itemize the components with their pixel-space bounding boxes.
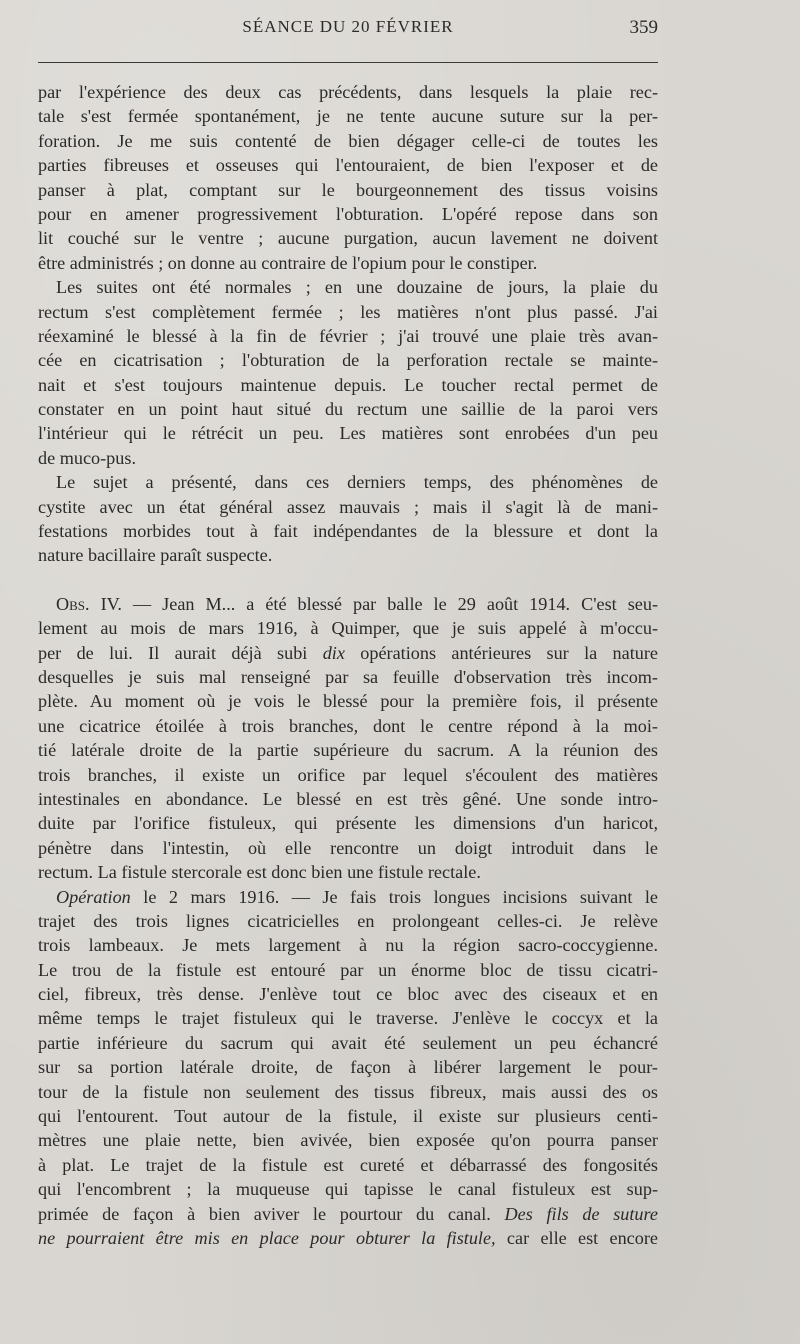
text-line: même temps le trajet fistuleux qui le traverse. J'enlève le coccyx et la bbox=[38, 1008, 658, 1029]
text-line: tié latérale droite de la partie supérieure du sacrum. A la réunion des bbox=[38, 740, 658, 761]
page-number: 359 bbox=[629, 17, 658, 38]
text-line bbox=[38, 1226, 658, 1250]
text-line: trajet des trois lignes cicatricielles en prolongeant celles-ci. Je relève bbox=[38, 910, 658, 931]
text-span: le 2 mars 1916. — Je fais trois longues incisions suivant le bbox=[130, 886, 658, 907]
text-line: qui l'entourent. Tout autour de la fistule, il existe sur plusieurs centi- bbox=[38, 1106, 658, 1127]
observation-iv bbox=[38, 592, 658, 885]
text-line: de muco-pus. bbox=[38, 447, 136, 468]
text-line: intestinales en abondance. Le blessé en est très gêné. Une sonde intro- bbox=[38, 788, 658, 809]
text-line: rectum. La fistule stercorale est donc bien une fistule rectale. bbox=[38, 862, 481, 883]
text-line: lit couché sur le ventre ; aucune purgation, aucun lavement ne doivent bbox=[38, 228, 658, 249]
text-span: — Jean M... a été blessé par balle le 29 août 1914. C'est seu- bbox=[132, 593, 658, 614]
observation-label: Obs. IV. bbox=[56, 593, 122, 614]
text-line: panser à plat, comptant sur le bourgeonnement des tissus voisins bbox=[38, 179, 658, 200]
text-line: Le trou de la fistule est entouré par un énorme bloc de tissu cicatri- bbox=[38, 959, 658, 980]
text-line: qui l'encombrent ; la muqueuse qui tapisse le canal fistuleux est sup- bbox=[38, 1179, 658, 1200]
page-header bbox=[38, 17, 658, 47]
text-line: Le sujet a présenté, dans ces derniers temps, des phénomènes de bbox=[56, 472, 658, 493]
running-head: SÉANCE DU 20 FÉVRIER bbox=[242, 17, 454, 36]
text-line: plète. Au moment où je vois le blessé pour la première fois, il présente bbox=[38, 691, 658, 712]
text-line bbox=[38, 1202, 658, 1226]
text-line: cée en cicatrisation ; l'obturation de la perforation rectale se mainte- bbox=[38, 350, 658, 371]
text-line: nait et s'est toujours maintenue depuis. Le toucher rectal permet de bbox=[38, 374, 658, 395]
text-line: cystite avec un état général assez mauvais ; mais il s'agit là de mani- bbox=[38, 496, 658, 517]
text-line: ciel, fibreux, très dense. J'enlève tout ce bloc avec des ciseaux et en bbox=[38, 984, 658, 1005]
operation-label: Opération bbox=[56, 886, 131, 907]
paragraph-suites bbox=[38, 275, 658, 470]
italic-span: ne pourraient être mis en place pour obturer la fistule, bbox=[38, 1227, 496, 1248]
text-line: à plat. Le trajet de la fistule est cureté et débarrassé des fongosités bbox=[38, 1154, 658, 1175]
text-line: Les suites ont été normales ; en une douzaine de jours, la plaie du bbox=[56, 277, 658, 298]
text-span: car elle est encore bbox=[495, 1227, 658, 1248]
body-text bbox=[38, 80, 658, 1250]
text-line: sur sa portion latérale droite, de façon à libérer largement le pour- bbox=[38, 1057, 658, 1078]
italic-span: dix bbox=[322, 642, 345, 663]
text-line bbox=[38, 885, 658, 909]
text-line: pénètre dans l'intestin, où elle rencontre un doigt introduit dans le bbox=[38, 837, 658, 858]
text-line: par l'expérience des deux cas précédents, dans lesquels la plaie rec- bbox=[38, 82, 658, 102]
text-line: pour en amener progressivement l'obturation. L'opéré repose dans son bbox=[38, 203, 658, 224]
text-line: duite par l'orifice fistuleux, qui présente les dimensions d'un haricot, bbox=[38, 813, 658, 834]
italic-span: Des fils de suture bbox=[504, 1203, 658, 1224]
text-line: constater en un point haut situé du rectum une saillie de la paroi vers bbox=[38, 399, 658, 420]
text-span: per de lui. Il aurait déjà subi bbox=[38, 642, 323, 663]
header-rule bbox=[38, 62, 658, 63]
text-line: foration. Je me suis contenté de bien dégager celle-ci de toutes les bbox=[38, 130, 658, 151]
text-line: trois branches, il existe un orifice par lequel s'écoulent des matières bbox=[38, 764, 658, 785]
text-line: festations morbides tout à fait indépendantes de la blessure et dont la bbox=[38, 521, 658, 542]
text-line: lement au mois de mars 1916, à Quimper, que je suis appelé à m'occu- bbox=[38, 618, 658, 639]
text-line: desquelles je suis mal renseigné par sa feuille d'observation très incom- bbox=[38, 666, 658, 687]
operation-paragraph bbox=[38, 885, 658, 1251]
section-gap bbox=[38, 568, 658, 592]
text-span: primée de façon à bien aviver le pourtour du canal. bbox=[38, 1203, 491, 1224]
text-line: tale s'est fermée spontanément, je ne tente aucune suture sur la per- bbox=[38, 106, 658, 127]
text-line: l'intérieur qui le rétrécit un peu. Les matières sont enrobées d'un peu bbox=[38, 423, 658, 444]
text-line: mètres une plaie nette, bien avivée, bien exposée qu'on pourra panser bbox=[38, 1130, 658, 1151]
text-line: réexaminé le blessé à la fin de février ; j'ai trouvé une plaie très avan- bbox=[38, 325, 658, 346]
paragraph-continuation bbox=[38, 80, 658, 275]
text-line: une cicatrice étoilée à trois branches, dont le centre répond à la moi- bbox=[38, 715, 658, 736]
text-line: être administrés ; on donne au contraire de l'opium pour le constiper. bbox=[38, 252, 538, 273]
text-line bbox=[38, 641, 658, 665]
paragraph-sujet bbox=[38, 470, 658, 568]
text-line: trois lambeaux. Je mets largement à nu la région sacro-coccygienne. bbox=[38, 935, 658, 956]
text-span: opérations antérieures sur la nature bbox=[344, 642, 658, 663]
text-line: tour de la fistule non seulement des tissus fibreux, mais aussi des os bbox=[38, 1081, 658, 1102]
text-line: nature bacillaire paraît suspecte. bbox=[38, 545, 273, 566]
text-line bbox=[38, 592, 658, 616]
text-line: parties fibreuses et osseuses qui l'entouraient, de bien l'exposer et de bbox=[38, 155, 658, 176]
text-line: partie inférieure du sacrum qui avait été seulement un peu échancré bbox=[38, 1032, 658, 1053]
text-line: rectum s'est complètement fermée ; les matières n'ont plus passé. J'ai bbox=[38, 301, 658, 322]
